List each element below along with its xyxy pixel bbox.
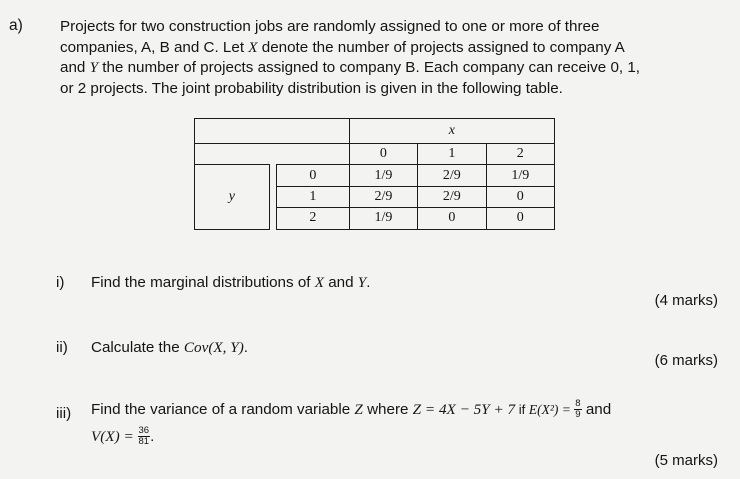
- table-gap: [269, 165, 276, 230]
- intro-line-1: Projects for two construction jobs are randomly assigned to one or more of three: [60, 18, 600, 35]
- question-2-number: ii): [56, 339, 68, 356]
- question-2-text: Calculate the Cov(X, Y).: [91, 339, 249, 356]
- intro-line-3: and Y the number of projects assigned to company B. Each company can receive 0, 1,: [60, 59, 640, 76]
- table-cell: 1/9: [349, 207, 417, 229]
- intro-line-4: or 2 projects. The joint probability distribution is given in the following table.: [60, 79, 563, 97]
- table-cell: 1/9: [486, 165, 554, 186]
- table-corner-cell: [195, 119, 350, 144]
- joint-probability-table: [194, 118, 555, 230]
- table-blank-cell: [195, 144, 350, 165]
- table-cell: 1/9: [349, 165, 417, 186]
- y-value-0: 0: [277, 165, 350, 186]
- y-value-2: 2: [277, 207, 350, 229]
- table-cell: 0: [486, 186, 554, 207]
- fraction-36-81: $\frac{36}{81}$: [138, 425, 150, 448]
- question-3-marks: (5 marks): [654, 452, 718, 469]
- x-value-2: 2: [486, 144, 554, 165]
- question-3-text: Find the variance of a random variable Z where Z = 4X − 5Y + 7 if E(X²) = $\frac{8}{9}$ and V(X) = $\frac{36}{81}$ .: [91, 398, 612, 448]
- x-value-1: 1: [418, 144, 486, 165]
- table-cell: 0: [418, 207, 486, 229]
- table-cell: 2/9: [349, 186, 417, 207]
- x-header: x: [349, 119, 554, 144]
- y-header: y: [195, 165, 270, 230]
- table-cell: 2/9: [418, 186, 486, 207]
- question-1-text: Find the marginal distributions of X and Y.: [91, 274, 371, 291]
- table-cell: 2/9: [418, 165, 486, 186]
- question-2-marks: (6 marks): [654, 352, 718, 369]
- intro-paragraph: [60, 17, 725, 99]
- question-3-number: iii): [56, 405, 72, 422]
- table-cell: 0: [486, 207, 554, 229]
- fraction-8-9: $\frac{8}{9}$: [575, 398, 581, 421]
- x-value-0: 0: [349, 144, 417, 165]
- intro-line-2: companies, A, B and C. Let X denote the number of projects assigned to company A: [60, 38, 625, 56]
- question-1-number: i): [56, 274, 65, 291]
- question-1-marks: (4 marks): [654, 292, 718, 309]
- y-value-1: 1: [277, 186, 350, 207]
- part-label: a): [9, 17, 23, 34]
